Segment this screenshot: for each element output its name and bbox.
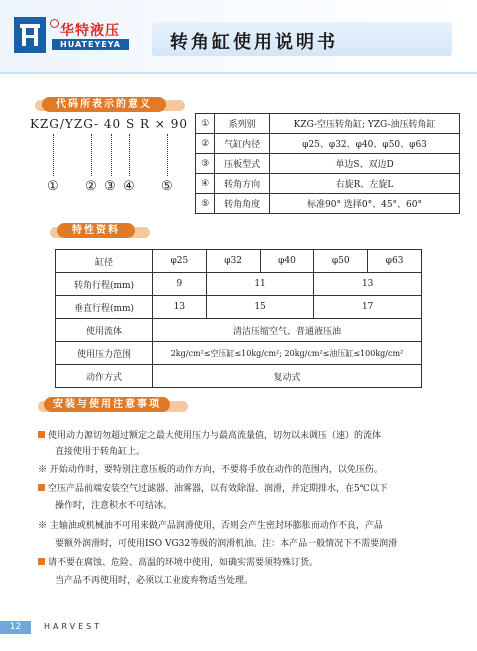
code-leader-2 [91, 134, 92, 176]
table-cell: 气缸内径 [215, 134, 270, 154]
code-table [195, 113, 460, 214]
table-cell: ② [196, 134, 215, 154]
table-cell: φ32 [206, 250, 260, 273]
registered-mark-icon [50, 19, 59, 28]
bullet-square-icon [38, 484, 45, 491]
table-cell: 压板型式 [215, 154, 270, 174]
page-number: 12 [0, 621, 31, 634]
table-cell: 13 [153, 296, 207, 319]
table-cell: 11 [206, 273, 314, 296]
table-row [56, 319, 422, 342]
table-cell: φ25、φ32、φ40、φ50、φ63 [270, 134, 460, 154]
brand-name-en: HUATEYEYA [52, 39, 129, 50]
note-item [38, 430, 381, 443]
note-item: 要额外润滑时，可使用ISO VG32等级的润滑机油。注：本产品一般情况下不需要润滑 [55, 539, 398, 549]
table-cell: 复动式 [153, 365, 422, 388]
table-row [56, 342, 422, 365]
table-row [196, 114, 460, 134]
bullet-square-icon [38, 431, 45, 438]
table-cell: φ25 [153, 250, 207, 273]
model-code: KZG/YZG- 40 S R × 90 [30, 117, 188, 131]
brand-logo-icon [14, 17, 46, 53]
code-leader-3 [111, 134, 112, 176]
note-item: 操作时，注意积水不可结冰。 [55, 501, 173, 511]
code-marker-4: ④ [123, 179, 135, 194]
table-cell: 缸径 [56, 250, 153, 273]
table-row [56, 273, 422, 296]
table-row [196, 194, 460, 214]
table-cell: ⑤ [196, 194, 215, 214]
note-text: 使用动力源切勿超过额定之最大使用压力与最高流量值，切勿以未调压（速）的流体 [48, 431, 382, 441]
table-row [56, 365, 422, 388]
code-marker-1: ① [47, 179, 59, 194]
table-cell: ④ [196, 174, 215, 194]
code-marker-5: ⑤ [161, 179, 173, 194]
table-cell: 垂直行程(mm) [56, 296, 153, 319]
table-cell: φ50 [314, 250, 368, 273]
table-cell: 动作方式 [56, 365, 153, 388]
table-cell: 9 [153, 273, 207, 296]
table-row [196, 154, 460, 174]
table-cell: 标准90° 选择0°、45°、60° [270, 194, 460, 214]
table-cell: KZG-空压转角缸; YZG-油压转角缸 [270, 114, 460, 134]
table-cell: 转角方向 [215, 174, 270, 194]
bullet-square-icon [38, 558, 45, 565]
note-item [38, 557, 318, 570]
table-cell: 转角行程(mm) [56, 273, 153, 296]
table-cell: ③ [196, 154, 215, 174]
table-row [196, 134, 460, 154]
table-cell: 使用压力范围 [56, 342, 153, 365]
table-cell: 清洁压缩空气、普通液压油 [153, 319, 422, 342]
table-cell: 2kg/cm²≤空压缸≤10kg/cm²; 20kg/cm²≤油压缸≤100kg/cm² [153, 342, 422, 365]
pressure-oil: 20kg/cm²≤油压缸≤100kg/cm² [284, 348, 404, 358]
note-text: 空压产品前端安装空气过滤器、油雾器，以有效除湿、润滑，并定期排水，在5℃以下 [48, 484, 388, 494]
code-leader-1 [53, 134, 54, 176]
note-item: ※ 开始动作时，要特别注意压板的动作方向，不要将手放在动作的范围内，以免压伤。 [38, 465, 383, 475]
code-marker-3: ③ [104, 179, 116, 194]
code-marker-2: ② [85, 179, 97, 194]
pressure-air: 2kg/cm²≤空压缸≤10kg/cm² [170, 348, 280, 358]
header-divider [0, 72, 477, 74]
table-cell: ① [196, 114, 215, 134]
table-row [196, 174, 460, 194]
table-row [56, 250, 422, 273]
table-cell: 使用流体 [56, 319, 153, 342]
footer-brand: HARVEST [44, 622, 103, 631]
brand-name-cn: 华特液压 [60, 23, 120, 39]
code-leader-4 [129, 134, 130, 176]
section-heading-specs: 特性资料 [57, 223, 135, 238]
table-row [56, 296, 422, 319]
table-cell: φ40 [260, 250, 314, 273]
note-item: ※ 主轴油或机械油不可用来做产品润滑使用，否则会产生密封环膨胀而动作不良，产品 [38, 521, 383, 531]
note-item [38, 483, 388, 496]
table-cell: 13 [314, 273, 422, 296]
code-leader-5 [167, 134, 168, 176]
section-heading-install: 安装与使用注意事项 [44, 397, 170, 412]
table-cell: 单边S、双边D [270, 154, 460, 174]
table-cell: 17 [314, 296, 422, 319]
table-cell: φ63 [368, 250, 422, 273]
table-cell: 系列别 [215, 114, 270, 134]
spec-table [55, 249, 422, 388]
section-heading-code: 代码所表示的意义 [42, 97, 166, 112]
document-title: 转角缸使用说明书 [170, 32, 338, 53]
table-cell: 15 [206, 296, 314, 319]
table-cell: 右旋R、左旋L [270, 174, 460, 194]
note-item: 当产品不再使用时，必须以工业废弃物适当处理。 [55, 576, 254, 586]
note-text: 请不要在腐蚀、危险、高温的环境中使用，如确实需要须特殊订货。 [48, 558, 319, 568]
note-item: 直接使用于转角缸上。 [55, 447, 146, 457]
table-cell: 转角角度 [215, 194, 270, 214]
